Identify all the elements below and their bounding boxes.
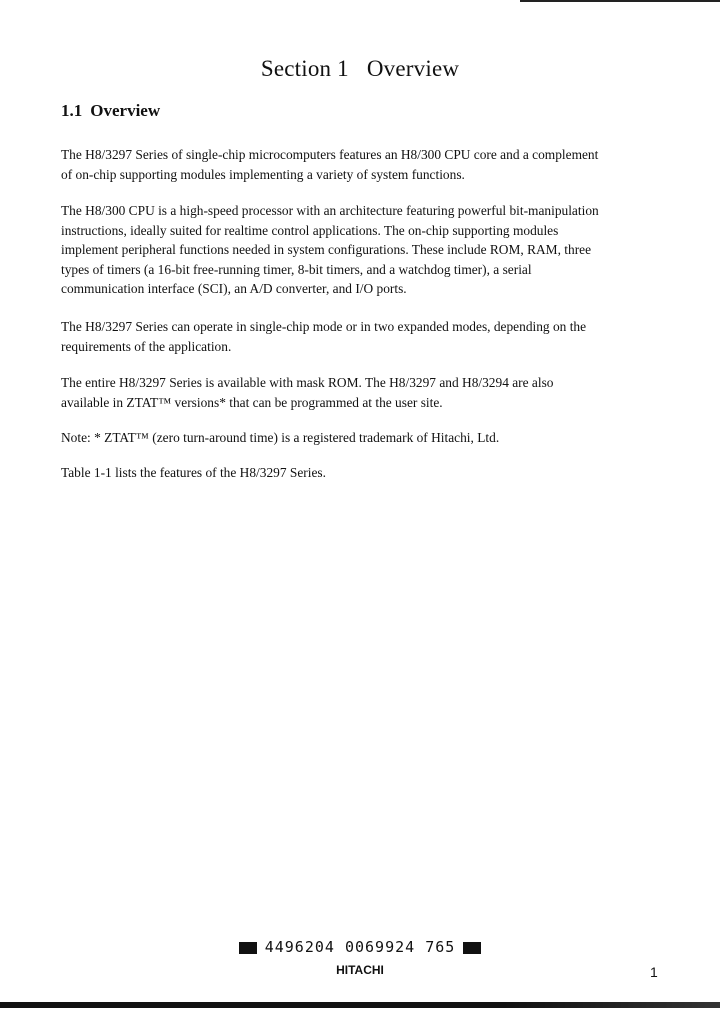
bottom-rule [0, 1002, 720, 1008]
section-number: Section 1 [260, 56, 349, 81]
paragraph-line: available in ZTAT™ versions* that can be programmed at the user site. [61, 394, 443, 410]
subsection-number: 1.1 [61, 101, 83, 120]
barcode-block-left [239, 942, 257, 954]
paragraph-cpu [61, 201, 671, 299]
paragraph-line: requirements of the application. [61, 338, 232, 354]
paragraph-modes [61, 317, 671, 356]
barcode [0, 938, 720, 956]
barcode-text: 4496204 0069924 765 [264, 938, 456, 956]
paragraph-line: Note: * ZTAT™ (zero turn-around time) is a registered trademark of Hitachi, Ltd. [61, 430, 500, 445]
paragraph-note [61, 428, 671, 448]
paragraph-line: The entire H8/3297 Series is available with mask ROM. The H8/3297 and H8/3294 are also [61, 375, 554, 390]
paragraph-line: The H8/300 CPU is a high-speed processor with an architecture featuring powerful bit-manipulation [61, 203, 599, 218]
section-title [0, 56, 720, 82]
paragraph-line: communication interface (SCI), an A/D converter, and I/O ports. [61, 281, 407, 296]
paragraph-line: The H8/3297 Series of single-chip microcomputers features an H8/300 CPU core and a complement [61, 147, 599, 162]
paragraph-line: The H8/3297 Series can operate in single-chip mode or in two expanded modes, depending on the [61, 319, 587, 334]
paragraph-intro [61, 145, 671, 184]
subsection-heading: Overview [90, 101, 161, 120]
paragraph-line: Table 1-1 lists the features of the H8/3297 Series. [61, 465, 326, 480]
paragraph-rom [61, 373, 671, 412]
paragraph-table-ref [61, 463, 671, 483]
subsection-title [61, 101, 160, 121]
paragraph-line: of on-chip supporting modules implementing a variety of system functions. [61, 166, 465, 182]
barcode-block-right [463, 942, 481, 954]
section-heading: Overview [366, 56, 460, 81]
paragraph-line: instructions, ideally suited for realtime control applications. The on-chip supporting modules [61, 222, 559, 238]
paragraph-line: implement peripheral functions needed in system configurations. These include ROM, RAM, three [61, 242, 592, 257]
paragraph-line: types of timers (a 16-bit free-running timer, 8-bit timers, and a watchdog timer), a serial [61, 261, 532, 277]
top-rule [520, 0, 720, 2]
page-number: 1 [650, 964, 658, 980]
footer-brand: HITACHI [336, 963, 384, 977]
